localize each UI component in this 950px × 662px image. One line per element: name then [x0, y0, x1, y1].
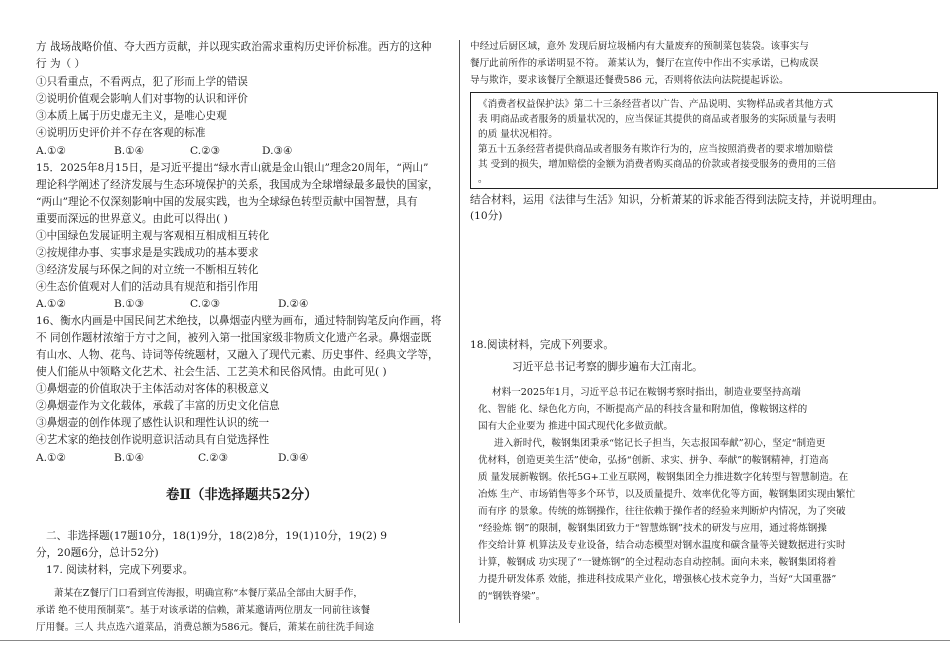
law-excerpt-line: 的质 量状况相符。 [478, 129, 558, 140]
q14-option-c: C.②③ [190, 145, 221, 157]
q14-choice: ④说明历史评价并不存在客观的标准 [36, 127, 206, 139]
q14-choice: ③本质上属于历史虚无主义，是唯心史观 [36, 110, 227, 122]
q14-choice: ②说明价值观会影响人们对事物的认识和评价 [36, 93, 248, 105]
column-divider [459, 40, 460, 623]
q15-choice: ②按规律办事、实事求是是实践成功的基本要求 [36, 247, 259, 259]
q16-choice: ④艺术家的绝技创作说明意识活动具有自觉选择性 [36, 434, 270, 446]
q15-stem: “两山”理论不仅深刻影响中国的发展实践，也为全球绿色转型贡献中国智慧，具有 [36, 196, 418, 208]
law-excerpt-line: 。 [478, 174, 488, 185]
q18-title: 习近平总书记考察的脚步遍布大江南北。 [512, 361, 703, 373]
q18-material: 化、智能 化、绿色化方向，不断提高产品的科技含量和附加值，像鞍钢这样的 [478, 404, 808, 415]
q14-choice: ①只看重点，不看两点，犯了形而上学的错误 [36, 76, 248, 88]
q16-stem: 有山水、人物、花鸟、诗词等传统题材，又融入了现代元素、历史事件、经典文学等， [36, 349, 439, 361]
q17-material: 厅用餐。三人 共点选六道菜品，消费总额为586元。餐后，萧某在前往洗手间途 [36, 622, 374, 633]
q14-option-d: D.③④ [262, 145, 293, 157]
q17-material-continued: 导与欺诈，要求该餐厅全额退还餐费586 元，否则将依法向法院提起诉讼。 [470, 75, 789, 86]
q15-stem: 理论科学阐述了经济发展与生态环境保护的关系，我国成为全球增绿最多最快的国家， [36, 179, 439, 191]
q16-stem: 16、衡水内画是中国民间艺术绝技，以鼻烟壶内壁为画布，通过特制钩笔反向作画，将 [36, 315, 442, 327]
q15-stem: 15．2025年8月15日，是习近平提出“绿水青山就是金山银山”理念20周年，“两山” [36, 162, 429, 174]
law-excerpt-line: 《消费者权益保护法》第二十三条经营者以广告、产品说明、实物样品或者其他方式 [478, 99, 833, 110]
q18-heading: 18.阅读材料，完成下列要求。 [470, 339, 614, 351]
section-title: 卷Ⅱ（非选择题共52分） [166, 487, 318, 503]
q18-material: 冶炼 生产、市场销售等多个环节，以及质量提升、效率优化等方面，鞍钢集团实现由繁忙 [478, 489, 856, 500]
q18-material: 材料一2025年1月，习近平总书记在鞍钢考察时指出，制造业要坚持高端 [492, 387, 801, 398]
q18-material: 质 量发展新鞍钢。依托5G+工业互联网，鞍钢集团全力推进数字化转型与智慧制造。在 [478, 472, 849, 483]
q15-option-c: C.②③ [190, 298, 221, 310]
q17-task-score: (10分) [470, 210, 503, 222]
page-bottom-rule [0, 640, 950, 641]
q14-line: 行 为（ ） [36, 58, 86, 70]
part2-instructions: 二、非选择题(17题10分，18(1)9分，18(2)8分，19(1)10分，19(2) 9 [46, 530, 388, 542]
q18-material: 作交给计算 机算法及专业设备，结合动态模型对钢水温度和碳含量等关键数据进行实时 [478, 540, 846, 551]
q15-stem: 重要而深远的世界意义。由此可以得出( ) [36, 213, 228, 225]
q16-stem: 不 同创作题材浓缩于方寸之间，被列入第一批国家级非物质文化遗产名录。鼻烟壶既 [36, 332, 432, 344]
q15-option-d: D.②④ [278, 298, 309, 310]
q18-material: 国有大企业要为 推进中国式现代化多做贡献。 [478, 421, 673, 432]
q18-material: 计算，鞍钢成 功实现了“一键炼钢”的全过程动态自动控制。面向未来，鞍钢集团将着 [478, 557, 837, 568]
q16-option-a: A.①② [36, 452, 67, 464]
q16-option-b: B.①④ [114, 452, 145, 464]
q17-material-continued: 中经过后厨区域，意外 发现后厨垃圾桶内有大量废弃的预制菜包装袋。该事实与 [470, 41, 809, 52]
q15-choice: ①中国绿色发展证明主观与客观相互相成相互转化 [36, 230, 270, 242]
q18-material: 的“钢铁脊梁”。 [478, 591, 546, 602]
q14-line: 方 战场战略价值、夺大西方贡献，并以现实政治需求重构历史评价标准。西方的这种 [36, 41, 432, 53]
q15-option-a: A.①② [36, 298, 67, 310]
q17-material-continued: 餐厅此前所作的承诺明显不符。 萧某认为，餐厅在宣传中作出不实承诺，已构成误 [470, 58, 819, 69]
q16-option-d: D.③④ [278, 452, 309, 464]
q15-option-b: B.①③ [114, 298, 145, 310]
q18-material: 而有序 的景象。传统的炼钢操作，往往依赖于操作者的经验来判断炉内情况，为了突破 [478, 506, 846, 517]
q15-choice: ③经济发展与环保之间的对立统一不断相互转化 [36, 264, 259, 276]
q17-task: 结合材料，运用《法律与生活》知识，分析萧某的诉求能否得到法院支持，并说明理由。 [470, 194, 884, 206]
q15-choice: ④生态价值观对人们的活动具有规范和指引作用 [36, 281, 259, 293]
q17-material: 承诺 绝不使用预制菜”。基于对该承诺的信赖，萧某邀请两位朋友一同前往该餐 [36, 605, 371, 616]
q14-option-b: B.①④ [114, 145, 145, 157]
part2-instructions: 分，20题6分，总计52分) [36, 547, 159, 559]
q16-choice: ①鼻烟壶的价值取决于主体活动对客体的积极意义 [36, 383, 270, 395]
q16-choice: ②鼻烟壶作为文化载体，承载了丰富的历史文化信息 [36, 400, 280, 412]
q17-material: 萧某在Z餐厅门口看到宣传海报，明确宣称“本餐厅菜品全部由大厨手作， [54, 588, 363, 599]
law-excerpt-line: 第五十五条经营者提供商品或者服务有欺诈行为的，应当按照消费者的要求增加赔偿 [478, 144, 833, 155]
q16-choice: ③鼻烟壶的创作体现了感性认识和理性认识的统一 [36, 417, 270, 429]
q16-stem: 使人们能从中领略文化艺术、社会生活、工艺美术和民俗风情。由此可见( ) [36, 366, 387, 378]
q17-heading: 17. 阅读材料，完成下列要求。 [46, 564, 194, 576]
q18-material: 力提升研发体系 效能，推进科技成果产业化，增强核心技术竞争力，当好“大国重器” [478, 574, 837, 585]
law-excerpt-line: 表 明商品或者服务的质量状况的，应当保证其提供的商品或者服务的实际质量与表明 [478, 114, 837, 125]
q16-option-c: C.②③ [198, 452, 229, 464]
q18-material: 进入新时代，鞍钢集团秉承“铭记长子担当，矢志报国奉献”初心，坚定“制造更 [494, 438, 826, 449]
q18-material: 优材料，创造更美生活”使命，弘扬“创新、求实、拼争、奉献”的鞍钢精神，打造高 [478, 455, 829, 466]
law-excerpt-line: 其 受到的损失，增加赔偿的金额为消费者购买商品的价款或者接受服务的费用的三倍 [478, 159, 837, 170]
q18-material: “经验炼 钢”的限制，鞍钢集团致力于“智慧炼钢”技术的研发与应用，通过将炼钢操 [478, 523, 827, 534]
q14-option-a: A.①② [36, 145, 67, 157]
